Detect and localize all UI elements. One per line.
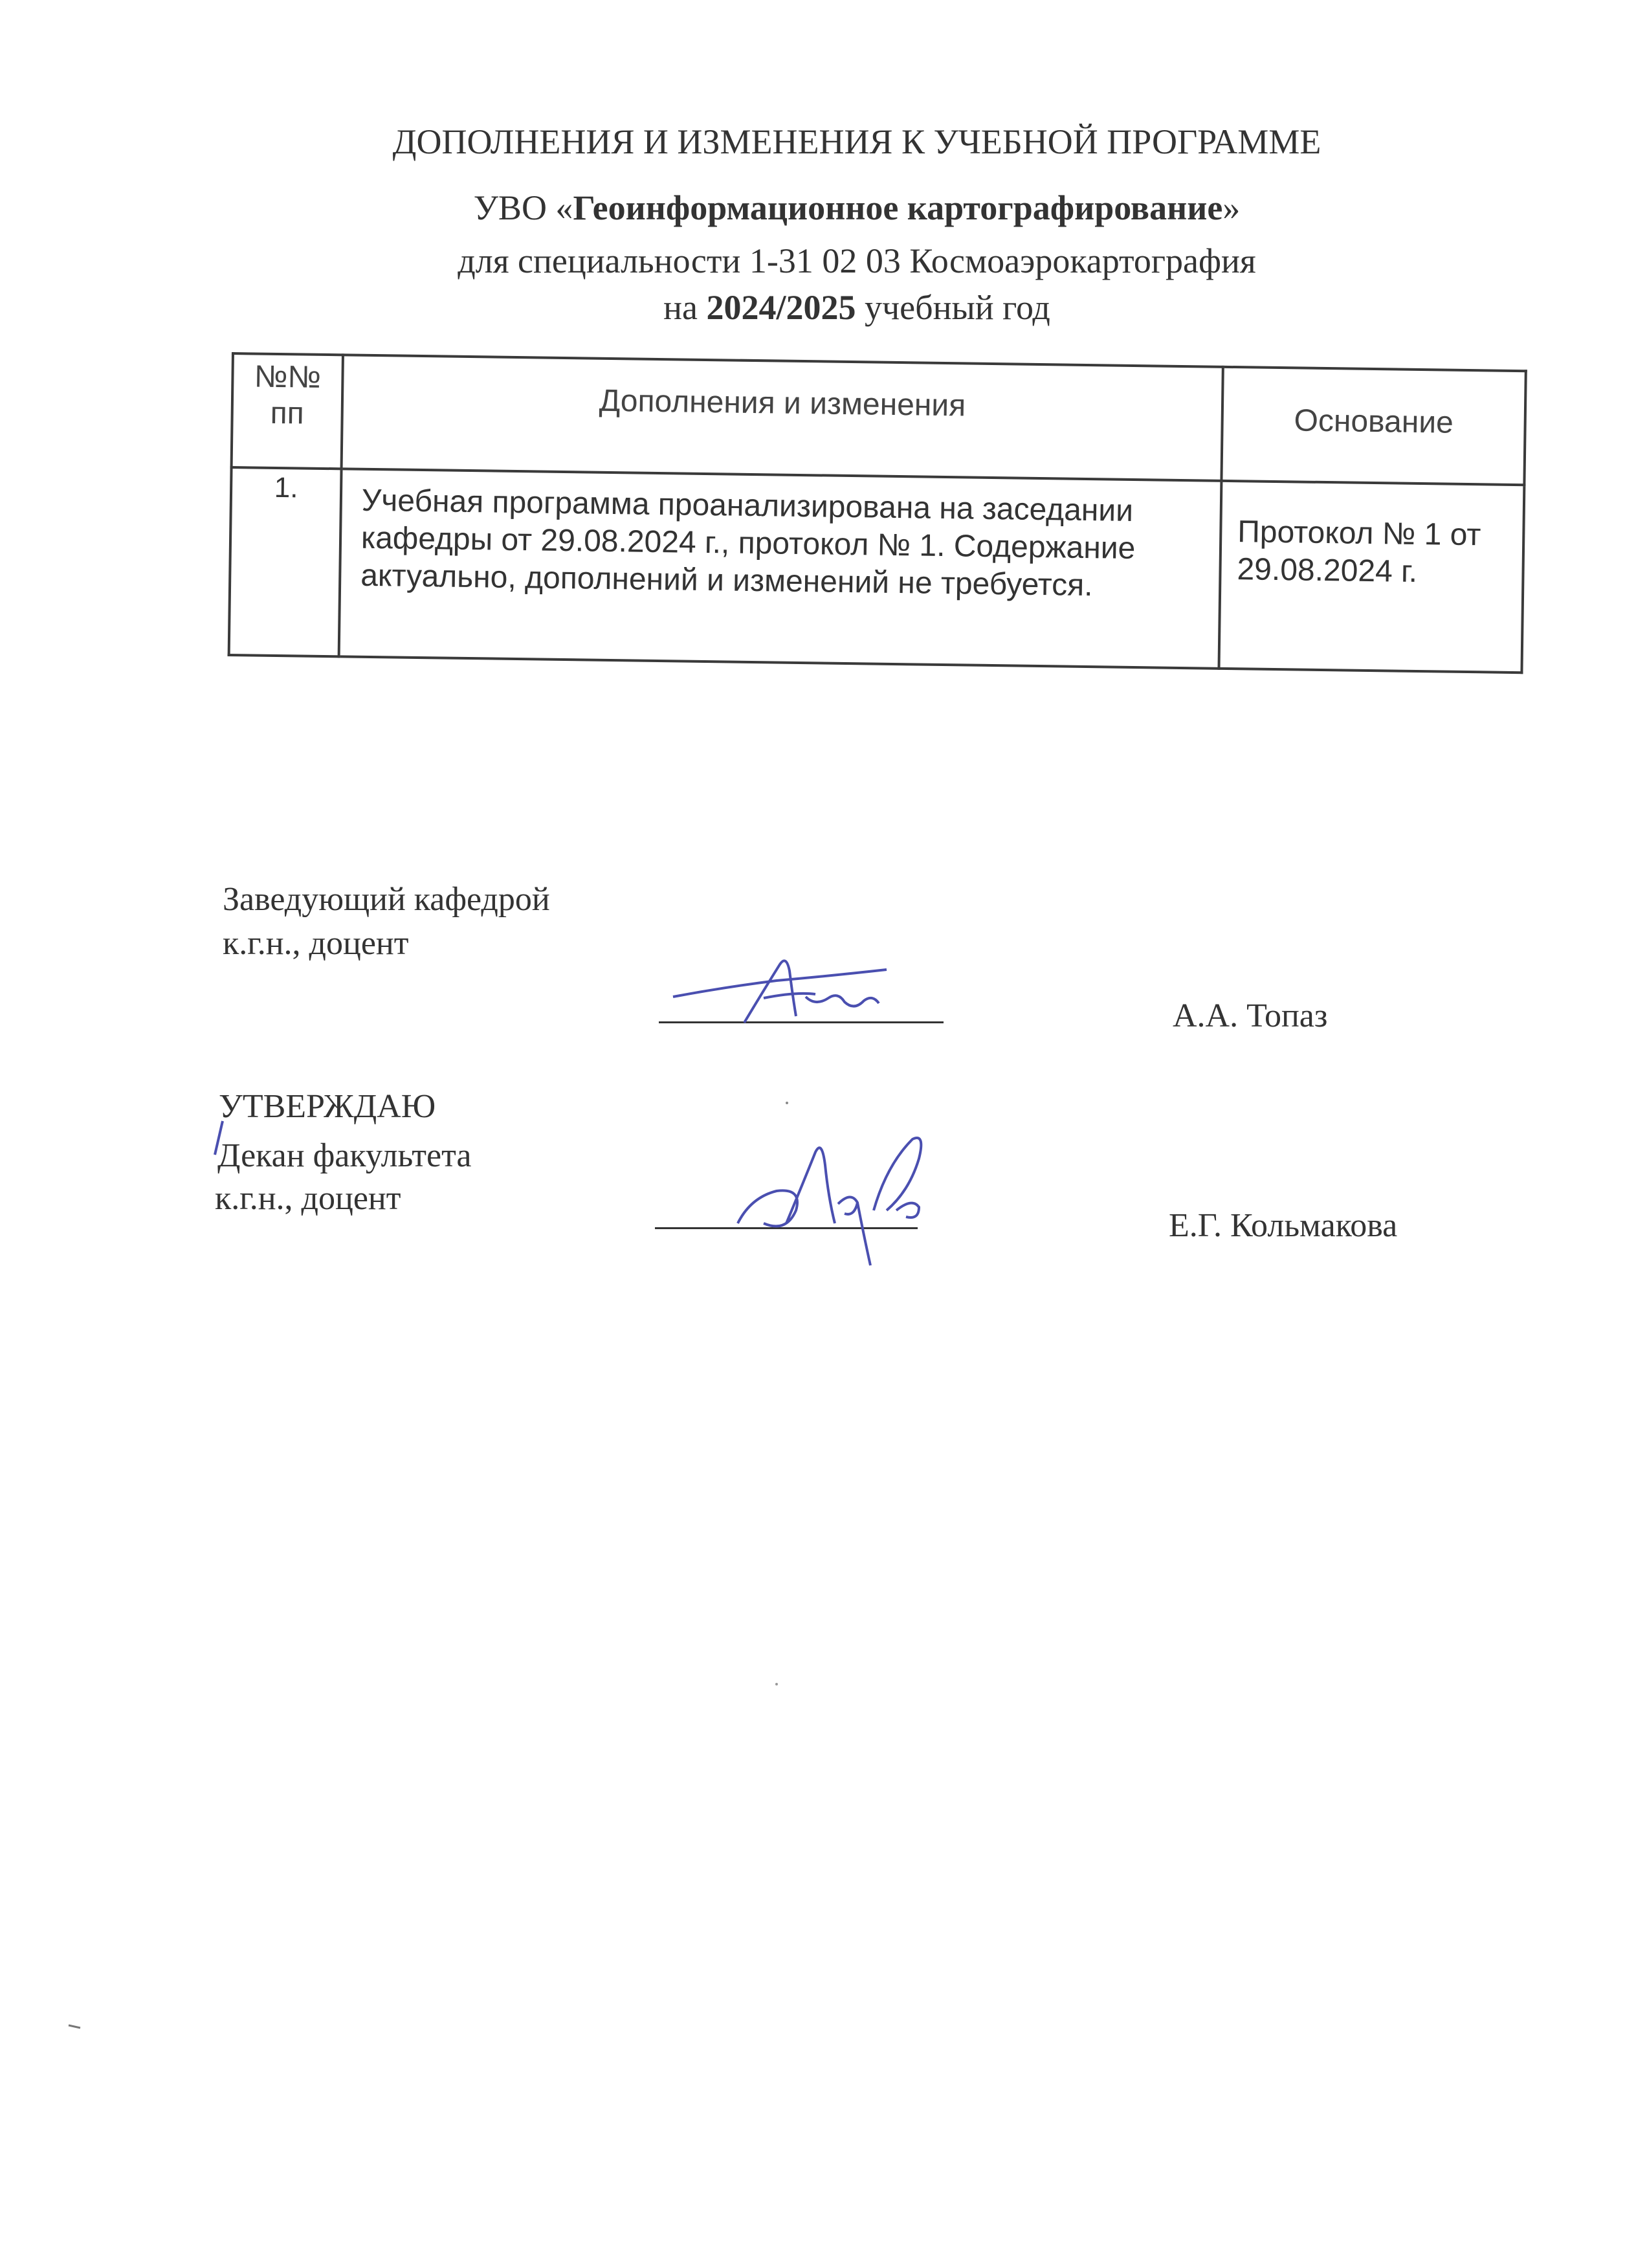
discipline-prefix: УВО « <box>473 188 573 227</box>
specialty-line <box>39 239 1636 282</box>
column-header-changes: Дополнения и изменения <box>342 355 1223 480</box>
dean-name: Е.Г. Кольмакова <box>1169 1207 1398 1244</box>
column-header-number-line1: №№ <box>254 359 322 395</box>
row-basis: Протокол № 1 от 29.08.2024 г. <box>1219 481 1524 673</box>
academic-year: 2024/2025 <box>706 288 856 327</box>
year-prefix: на <box>663 288 707 327</box>
table-header-row <box>232 353 1526 485</box>
approve-label: УТВЕРЖДАЮ <box>219 1088 436 1125</box>
speck-icon <box>784 1100 790 1106</box>
row-changes: Учебная программа проанализирована на заседании кафедры от 29.08.2024 г., протокол № 1. Содержание актуально, дополнений и изменений не требуется. <box>339 469 1222 668</box>
speck-icon <box>67 2023 83 2030</box>
academic-year-line <box>39 286 1636 329</box>
column-header-number <box>232 353 343 469</box>
head-title: Заведующий кафедрой <box>223 881 550 918</box>
table-row <box>229 467 1525 673</box>
specialty-text: для специальности 1-31 02 03 Космоаэрокартография <box>458 241 1256 280</box>
column-header-number-line2: пп <box>270 395 305 431</box>
column-header-basis: Основание <box>1221 367 1525 485</box>
title-line-1: ДОПОЛНЕНИЯ И ИЗМЕНЕНИЯ К УЧЕБНОЙ ПРОГРАММЕ <box>392 122 1321 161</box>
head-degree: к.г.н., доцент <box>223 925 409 962</box>
changes-table-wrapper <box>228 352 1525 674</box>
discipline-suffix: » <box>1222 188 1241 227</box>
speck-icon <box>774 1682 779 1687</box>
head-name: А.А. Топаз <box>1173 997 1328 1034</box>
dean-degree: к.г.н., доцент <box>215 1180 401 1217</box>
discipline-name: Геоинформационное картографирование <box>573 188 1223 227</box>
head-signature-icon <box>667 951 900 1029</box>
row-number: 1. <box>229 467 342 656</box>
dean-title: Декан факультета <box>217 1137 472 1174</box>
year-suffix: учебный год <box>856 288 1050 327</box>
changes-table <box>228 352 1527 674</box>
dean-signature-icon <box>725 1126 958 1269</box>
document-title <box>39 120 1636 163</box>
discipline-line <box>39 186 1636 229</box>
